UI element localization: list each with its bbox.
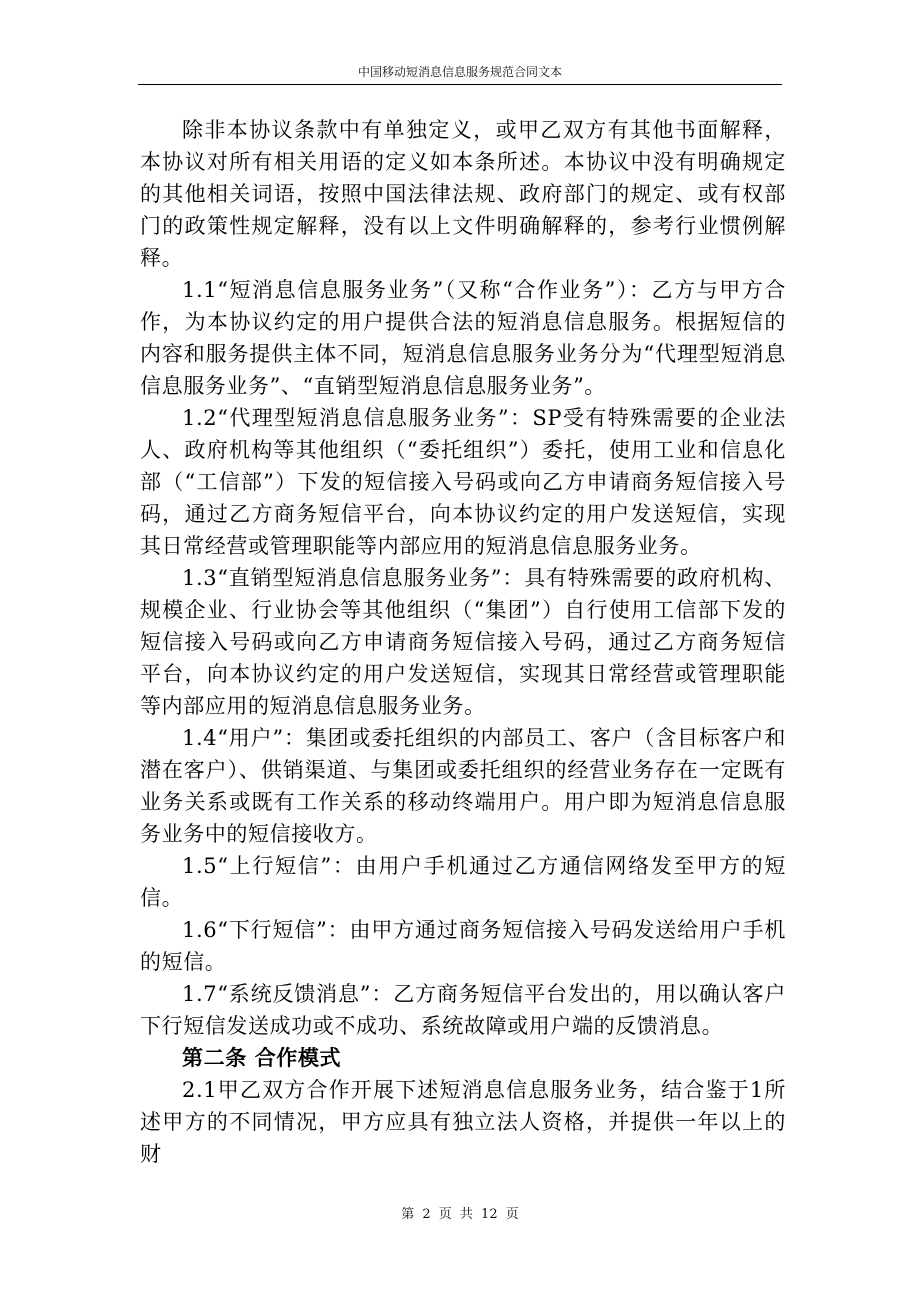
- header-divider: [138, 84, 782, 85]
- paragraph-1-7: 1.7“系统反馈消息”：乙方商务短信平台发出的，用以确认客户下行短信发送成功或不成功、系统故障或用户端的反馈消息。: [140, 982, 786, 1038]
- paragraph-1-5: 1.5“上行短信”：由用户手机通过乙方通信网络发至甲方的短信。: [140, 854, 786, 910]
- paragraph-definitions-intro: 除非本协议条款中有单独定义，或甲乙双方有其他书面解释，本协议对所有相关用语的定义如本条所述。本协议中没有明确规定的其他相关词语，按照中国法律法规、政府部门的规定、或有权部门的政策性规定解释，没有以上文件明确解释的，参考行业惯例解释。: [140, 118, 786, 270]
- paragraph-2-1: 2.1甲乙双方合作开展下述短消息信息服务业务，结合鉴于1所述甲方的不同情况，甲方应具有独立法人资格，并提供一年以上的财: [140, 1078, 786, 1166]
- paragraph-1-6: 1.6“下行短信”：由甲方通过商务短信接入号码发送给用户手机的短信。: [140, 918, 786, 974]
- paragraph-1-3: 1.3“直销型短消息信息服务业务”：具有特殊需要的政府机构、规模企业、行业协会等其他组织（“集团”）自行使用工信部下发的短信接入号码或向乙方申请商务短信接入号码，通过乙方商务短信平台，向本协议约定的用户发送短信，实现其日常经营或管理职能等内部应用的短消息信息服务业务。: [140, 566, 786, 718]
- paragraph-1-1: 1.1“短消息信息服务业务”（又称“合作业务”）：乙方与甲方合作，为本协议约定的用户提供合法的短消息信息服务。根据短信的内容和服务提供主体不同，短消息信息服务业务分为“代理型短消息信息服务业务”、“直销型短消息信息服务业务”。: [140, 278, 786, 398]
- running-header: 中国移动短消息信息服务规范合同文本: [357, 65, 562, 79]
- paragraph-1-4: 1.4“用户”：集团或委托组织的内部员工、客户（含目标客户和潜在客户）、供销渠道、与集团或委托组织的经营业务存在一定既有业务关系或既有工作关系的移动终端用户。用户即为短消息信息服务业务中的短信接收方。: [140, 726, 786, 846]
- document-body: [140, 114, 786, 1170]
- paragraph-1-2: 1.2“代理型短消息信息服务业务”：SP受有特殊需要的企业法人、政府机构等其他组织（“委托组织”）委托，使用工业和信息化部（“工信部”）下发的短信接入号码或向乙方申请商务短信接入号码，通过乙方商务短信平台，向本协议约定的用户发送短信，实现其日常经营或管理职能等内部应用的短消息信息服务业务。: [140, 406, 786, 558]
- page-number-footer: 第 2 页 共 12 页: [401, 1207, 519, 1222]
- section-heading-article-2: 第二条 合作模式: [182, 1045, 342, 1070]
